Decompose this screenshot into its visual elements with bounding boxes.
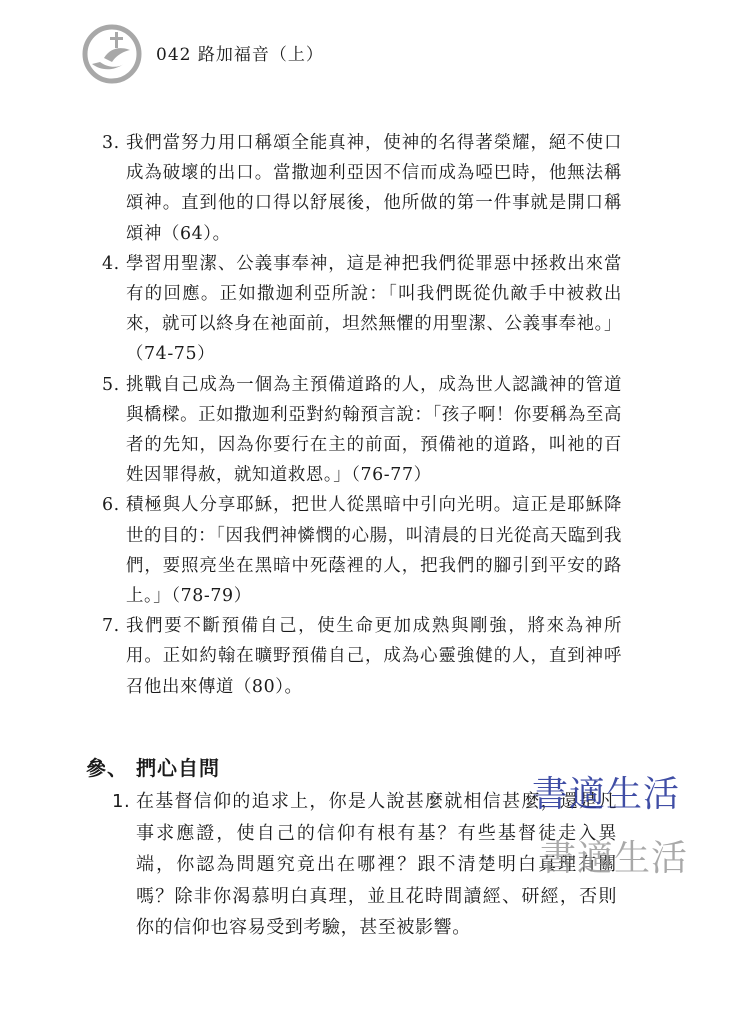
page-header xyxy=(82,24,324,84)
application-list xyxy=(102,128,622,702)
question-number: 1. xyxy=(112,791,131,812)
item-text: 學習用聖潔、公義事奉神，這是神把我們從罪惡中拯救出來當有的回應。正如撒迦利亞所說：「叫我們既從仇敵手中被救出來，就可以終身在祂面前，坦然無懼的用聖潔、公義事奉祂。」（74-75） xyxy=(126,253,622,365)
item-number: 6. xyxy=(102,495,120,516)
item-text: 挑戰自己成為一個為主預備道路的人，成為世人認識神的管道與橋樑。正如撒迦利亞對約翰預言說：「孩子啊！你要稱為至高者的先知，因為你要行在主的前面，預備祂的道路，叫祂的百姓因罪得赦，就知道救恩。」（76-77） xyxy=(126,374,622,486)
item-text: 積極與人分享耶穌，把世人從黑暗中引向光明。這正是耶穌降世的目的：「因我們神憐憫的心腸，叫清晨的日光從高天臨到我們，要照亮坐在黑暗中死蔭裡的人，把我們的腳引到平安的路上。」（78-79） xyxy=(126,495,622,607)
book-title: 042 路加福音（上） xyxy=(156,45,324,65)
question-text: 在基督信仰的追求上，你是人說甚麼就相信甚麼，還是凡事求應證，使自己的信仰有根有基？有些基督徒走入異端，你認為問題究竟出在哪裡？跟不清楚明白真理有關嗎？除非你渴慕明白真理，並且花時間讀經、研經，否則你的信仰也容易受到考驗，甚至被影響。 xyxy=(136,791,617,939)
list-item xyxy=(102,128,622,249)
item-number: 7. xyxy=(102,616,120,637)
item-number: 4. xyxy=(102,253,120,274)
list-item xyxy=(102,611,622,702)
section-heading: 參、 捫心自問 xyxy=(86,756,220,780)
item-number: 5. xyxy=(102,374,120,395)
list-item xyxy=(102,370,622,491)
list-item xyxy=(102,490,622,611)
item-number: 3. xyxy=(102,133,120,153)
watermark-primary: 書適生活 xyxy=(532,774,681,815)
watermark-secondary: 書適生活 xyxy=(540,838,689,879)
item-text: 我們要不斷預備自己，使生命更加成熟與剛強，將來為神所用。正如約翰在曠野預備自己，成為心靈強健的人，直到神呼召他出來傳道（80）。 xyxy=(126,616,622,697)
dove-cross-logo-icon xyxy=(82,24,142,84)
item-text: 我們當努力用口稱頌全能真神，使神的名得著榮耀，絕不使口成為破壞的出口。當撒迦利亞因不信而成為啞巴時，他無法稱頌神。直到他的口得以舒展後，他所做的第一件事就是開口稱頌神（64）。 xyxy=(126,133,622,244)
list-item xyxy=(102,249,622,370)
